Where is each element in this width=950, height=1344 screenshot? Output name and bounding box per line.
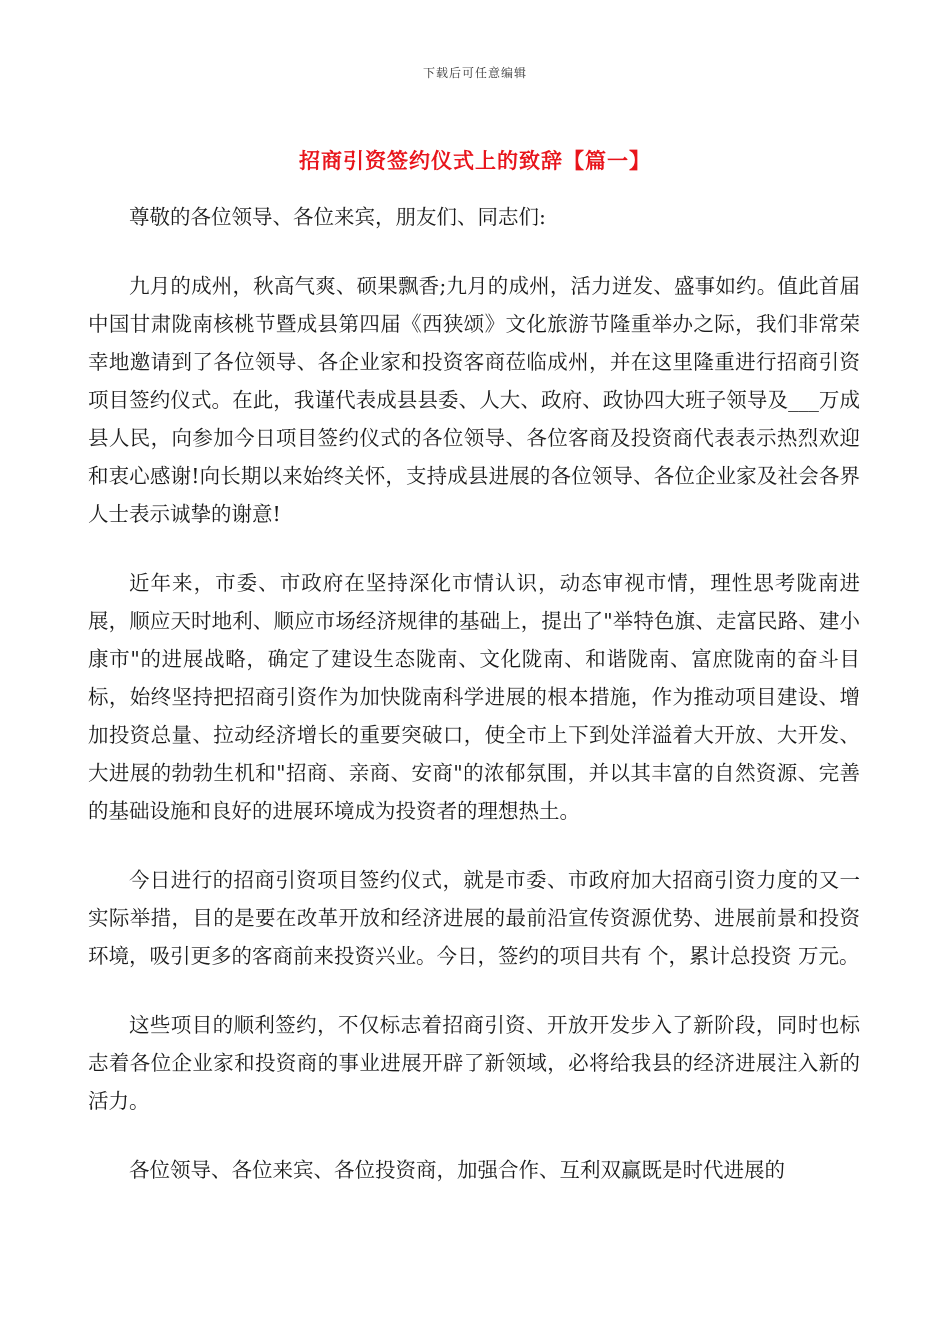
body-paragraph: 近年来，市委、市政府在坚持深化市情认识，动态审视市情，理性思考陇南进展，顺应天时地利、顺应市场经济规律的基础上，提出了"举特色旗、走富民路、建小康市"的进展战略，确定了建设生态陇南、文化陇南、和谐陇南、富庶陇南的奋斗目标，始终坚持把招商引资作为加快陇南科学进展的根本措施，作为推动项目建设、增加投资总量、拉动经济增长的重要突破口，使全市上下到处洋溢着大开放、大开发、大进展的勃勃生机和"招商、亲商、安商"的浓郁氛围，并以其丰富的自然资源、完善的基础设施和良好的进展环境成为投资者的理想热土。 — [88, 571, 860, 823]
body-paragraph: 各位领导、各位来宾、各位投资商，加强合作、互利双赢既是时代进展的 — [129, 1158, 785, 1182]
salutation-paragraph: 尊敬的各位领导、各位来宾，朋友们、同志们: — [129, 205, 546, 229]
document-body — [88, 198, 860, 1220]
body-paragraph: 九月的成州，秋高气爽、硕果飘香;九月的成州，活力迸发、盛事如约。值此首届中国甘肃陇南核桃节暨成县第四届《西狭颂》文化旅游节隆重举办之际，我们非常荣幸地邀请到了各位领导、各企业家和投资客商莅临成州，并在这里隆重进行招商引资项目签约仪式。在此，我谨代表成县县委、人大、政府、政协四大班子领导及___万成县人民，向参加今日项目签约仪式的各位领导、各位客商及投资商代表表示热烈欢迎和衷心感谢!向长期以来始终关怀，支持成县进展的各位领导、各位企业家及社会各界人士表示诚挚的谢意! — [88, 274, 860, 526]
body-paragraph: 今日进行的招商引资项目签约仪式，就是市委、市政府加大招商引资力度的又一实际举措，目的是要在改革开放和经济进展的最前沿宣传资源优势、进展前景和投资环境，吸引更多的客商前来投资兴业。今日，签约的项目共有 个，累计总投资 万元。 — [88, 868, 860, 968]
document-title: 招商引资签约仪式上的致辞【篇一】 — [299, 148, 651, 173]
body-paragraph: 这些项目的顺利签约，不仅标志着招商引资、开放开发步入了新阶段，同时也标志着各位企业家和投资商的事业进展开辟了新领域，必将给我县的经济进展注入新的活力。 — [88, 1013, 860, 1113]
header-note: 下载后可任意编辑 — [422, 66, 527, 80]
